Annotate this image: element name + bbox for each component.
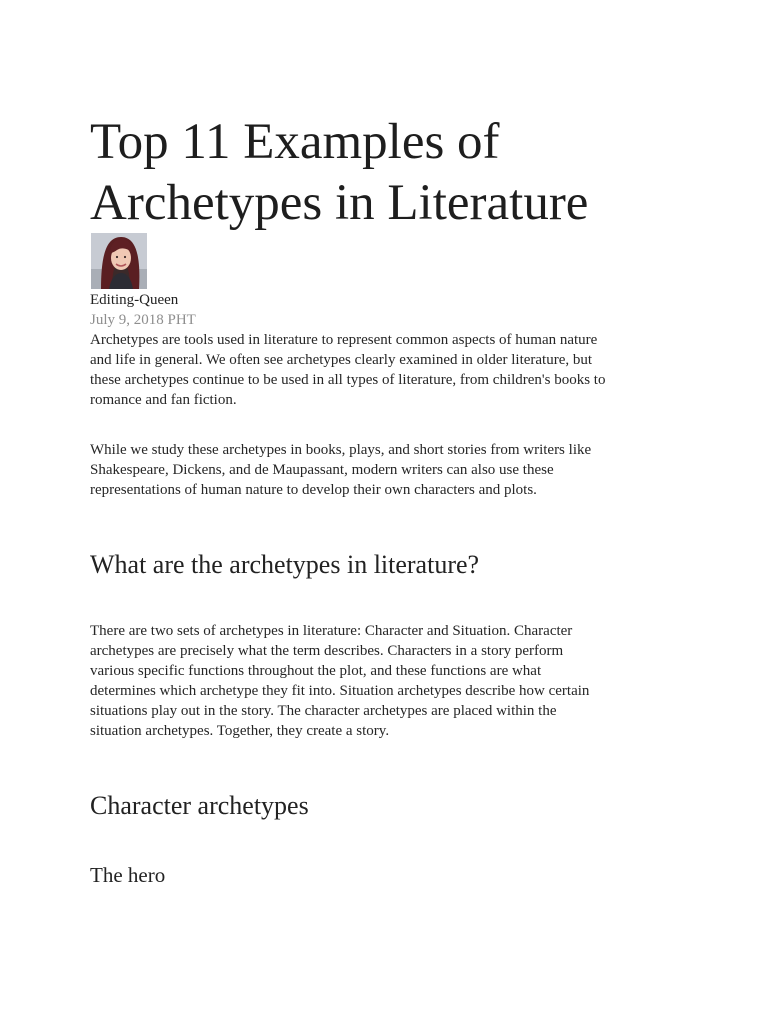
text-line: situation archetypes. Together, they create a story. [90,723,390,739]
second-paragraph [90,440,591,500]
text-line: There are two sets of archetypes in literature: Character and Situation. Character [90,623,573,639]
article-title [90,112,690,234]
text-line: Shakespeare, Dickens, and de Maupassant, modern writers can also use these [90,462,554,478]
title-line: Top 11 Examples of [90,114,500,170]
text-line: various specific functions throughout the plot, and these functions are what [90,663,542,679]
text-line: romance and fan fiction. [90,392,237,408]
intro-paragraph [90,330,605,410]
section-heading-what-are-archetypes: What are the archetypes in literature? [90,550,480,579]
text-line: Archetypes are tools used in literature to represent common aspects of human nature [90,332,598,348]
text-line: While we study these archetypes in books, plays, and short stories from writers like [90,442,592,458]
publish-date: July 9, 2018 PHT [90,312,196,328]
text-line: representations of human nature to develop their own characters and plots. [90,482,537,498]
author-name[interactable]: Editing-Queen [90,292,179,308]
author-photo [91,233,147,289]
text-line: determines which archetype they fit into. Situation archetypes describe how certain [90,683,590,699]
text-line: these archetypes continue to be used in all types of literature, from children's books to [90,372,606,388]
section-paragraph [90,621,589,741]
text-line: and life in general. We often see archetypes clearly examined in older literature, but [90,352,593,368]
author-avatar[interactable] [91,233,147,289]
title-line: Archetypes in Literature [90,175,589,231]
text-line: archetypes are precisely what the term describes. Characters in a story perform [90,643,564,659]
text-line: situations play out in the story. The character archetypes are placed within the [90,703,557,719]
section-heading-character-archetypes: Character archetypes [90,791,309,820]
subsection-heading-the-hero: The hero [90,863,166,887]
